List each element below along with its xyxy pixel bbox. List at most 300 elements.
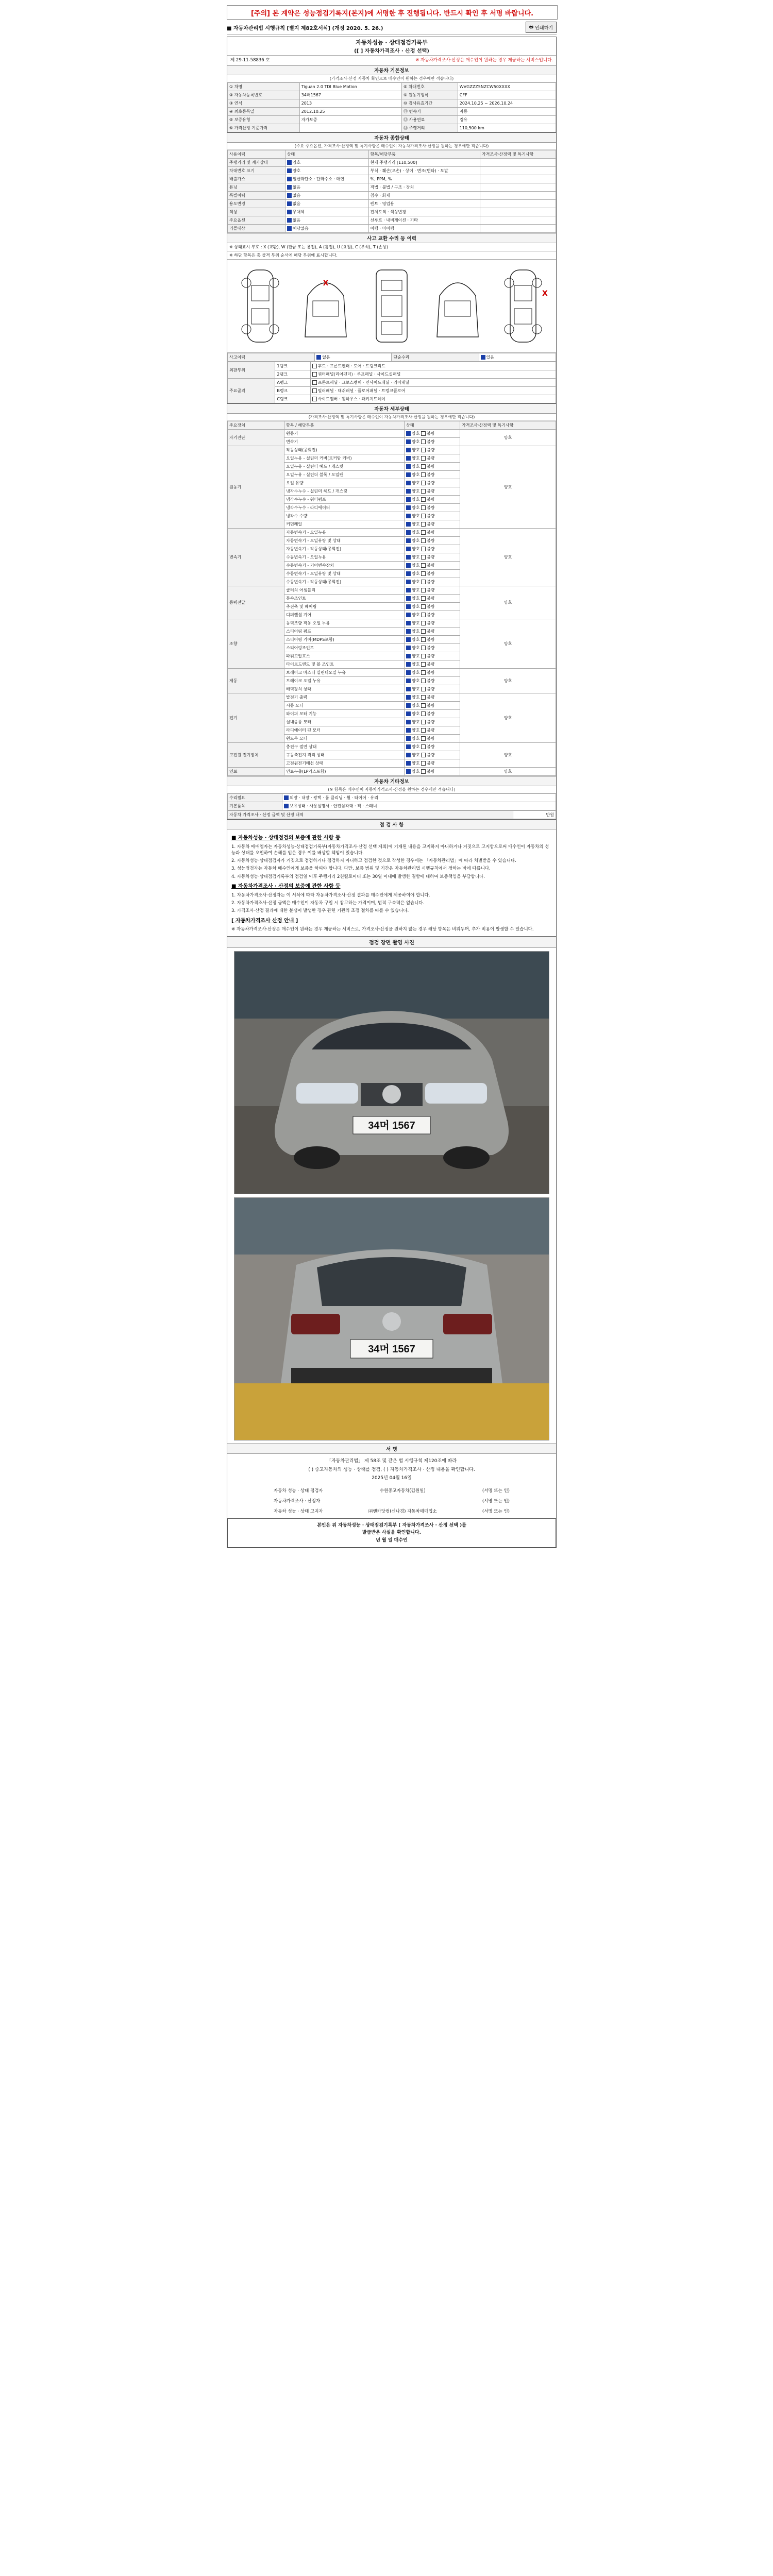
detail-state-cell xyxy=(404,446,460,454)
detail-bad: 불량 xyxy=(426,711,435,716)
status-detail: 적법 · 불법 / 구조 · 장치 xyxy=(368,183,480,192)
checkbox-icon xyxy=(421,769,426,774)
detail-bad: 불량 xyxy=(426,720,435,724)
checkbox-icon xyxy=(406,621,411,625)
basic-value xyxy=(299,124,401,132)
checkbox-icon xyxy=(421,670,426,675)
checkbox-icon xyxy=(406,439,411,444)
checkbox-icon xyxy=(421,439,426,444)
damage-mark-right: X xyxy=(542,290,548,298)
status-detail: 현재 주행거리 [110,500] xyxy=(368,159,480,167)
detail-state-cell xyxy=(404,578,460,586)
detail-item: 스티어링조인트 xyxy=(284,644,405,652)
detail-state-cell xyxy=(404,504,460,512)
detail-ok: 양호 xyxy=(411,547,420,551)
checkbox-icon xyxy=(421,621,426,625)
other-items: 외장 · 내장 · 광택 · 룸 클리닝 · 휠 · 타이어 · 유리 xyxy=(289,795,378,800)
detail-bad: 불량 xyxy=(426,629,435,634)
detail-ok: 양호 xyxy=(411,604,420,609)
status-state-cell xyxy=(285,183,368,192)
checkbox-icon xyxy=(421,687,426,691)
signature-title: 서 명 xyxy=(227,1444,556,1454)
detail-ok: 양호 xyxy=(411,448,420,452)
status-remark xyxy=(480,175,556,183)
rear-car-photo xyxy=(234,1198,549,1440)
other-sub: (※ 항목은 매수인이 자동차가격조사·산정을 원하는 경우에만 적습니다) xyxy=(227,786,556,793)
checkbox-icon xyxy=(421,563,426,568)
car-rear-diagram xyxy=(429,265,486,347)
rank-parts-cell xyxy=(310,387,556,395)
detail-ok: 양호 xyxy=(411,456,420,461)
detail-bad: 불량 xyxy=(426,728,435,733)
rank-parts: 사이드멤버 · 휠하우스 · 패키지트레이 xyxy=(317,397,385,401)
price-value: 만원 xyxy=(513,811,556,819)
basic-key: ⑧ 차대번호 xyxy=(402,83,458,91)
detail-ok: 양호 xyxy=(411,497,420,502)
detail-bad: 불량 xyxy=(426,456,435,461)
checkbox-icon xyxy=(406,547,411,551)
detail-state-cell xyxy=(404,636,460,644)
detail-state-cell xyxy=(404,463,460,471)
status-state-cell xyxy=(285,225,368,233)
checkbox-icon xyxy=(287,193,292,198)
outer-panel-label: 외판부위 xyxy=(228,362,275,379)
signature-row xyxy=(227,1506,556,1516)
basic-key: ⑪ 변속기 xyxy=(402,108,458,116)
detail-state-cell xyxy=(404,438,460,446)
detail-ok: 양호 xyxy=(411,646,420,650)
print-button[interactable] xyxy=(526,22,557,33)
status-state-cell xyxy=(285,159,368,167)
basic-value: 34머1567 xyxy=(299,91,401,99)
checkbox-icon xyxy=(312,380,317,385)
status-remark xyxy=(480,159,556,167)
accident-history-label: 사고이력 xyxy=(228,353,315,362)
status-header: 사용이력 xyxy=(228,150,285,159)
status-title: 자동차 종합상태 xyxy=(227,133,556,143)
status-header: 항목/해당부품 xyxy=(368,150,480,159)
checkbox-icon xyxy=(421,497,426,502)
checkbox-icon xyxy=(421,464,426,469)
detail-state-cell xyxy=(404,586,460,595)
rank-name: 1랭크 xyxy=(275,362,310,370)
status-item: 차대번호 표기 xyxy=(228,167,285,175)
detail-bad: 불량 xyxy=(426,588,435,592)
checkbox-icon xyxy=(406,629,411,634)
detail-header: 항목 / 해당부품 xyxy=(284,421,405,430)
status-remark xyxy=(480,208,556,216)
checkbox-icon xyxy=(287,226,292,231)
status-state: 없음 xyxy=(292,218,301,223)
detail-item: 디퍼렌셜 기어 xyxy=(284,611,405,619)
detail-state-cell xyxy=(404,718,460,726)
detail-item: 냉각수누수 - 라디에이터 xyxy=(284,504,405,512)
basic-value: 2024.10.25 ~ 2026.10.24 xyxy=(458,99,556,108)
document-header xyxy=(227,37,557,65)
detail-bad: 불량 xyxy=(426,744,435,749)
detail-item: 실내송풍 모터 xyxy=(284,718,405,726)
detail-item: 오일누유 - 실린더 헤드 / 개스킷 xyxy=(284,463,405,471)
detail-item: 원동기 xyxy=(284,430,405,438)
status-detail: 부식 · 훼손(오손) · 상이 · 변조(변타) · 도말 xyxy=(368,167,480,175)
status-state-cell xyxy=(285,167,368,175)
checkbox-icon xyxy=(421,472,426,477)
detail-ok: 양호 xyxy=(411,472,420,477)
checkbox-icon xyxy=(312,372,317,377)
status-remark xyxy=(480,200,556,208)
status-state-cell xyxy=(285,175,368,183)
document-title: 자동차성능 · 상태점검기록부 xyxy=(356,39,428,46)
checkbox-icon xyxy=(406,497,411,502)
notes-section xyxy=(227,820,557,937)
detail-ok: 양호 xyxy=(411,522,420,527)
checkbox-icon xyxy=(284,795,289,800)
detail-bad: 불량 xyxy=(426,769,435,774)
rank-name: B랭크 xyxy=(275,387,310,395)
status-remark xyxy=(480,225,556,233)
accident-summary-table xyxy=(227,353,556,362)
checkbox-icon xyxy=(421,728,426,733)
checkbox-icon xyxy=(312,364,317,368)
detail-item: 오일 유량 xyxy=(284,479,405,487)
check-icon xyxy=(481,355,485,360)
basic-value: 2013 xyxy=(299,99,401,108)
signature-statement-1: 「자동차관리법」 제 58조 및 같은 법 시행규칙 제120조에 따라 xyxy=(326,1459,457,1464)
detail-item: 동력조향 작동 오일 누유 xyxy=(284,619,405,628)
detail-state-cell xyxy=(404,562,460,570)
detail-bad: 불량 xyxy=(426,580,435,584)
notes-paragraph: 3. 성능점검자는 자동차 매수인에게 보증을 하여야 합니다. 다만, 보증 범위 및 기간은 자동차관리법 시행규칙에서 정하는 바에 따릅니다. xyxy=(231,866,491,872)
checkbox-icon xyxy=(421,514,426,518)
checkbox-icon xyxy=(406,646,411,650)
detail-bad: 불량 xyxy=(426,613,435,617)
detail-bad: 불량 xyxy=(426,687,435,691)
checkbox-icon xyxy=(421,654,426,658)
checkbox-icon xyxy=(406,514,411,518)
checkbox-icon xyxy=(406,744,411,749)
detail-item: 구동축전지 격리 상태 xyxy=(284,751,405,759)
status-state-cell xyxy=(285,208,368,216)
detail-bad: 불량 xyxy=(426,736,435,741)
basic-info-row xyxy=(228,91,556,99)
rear-photo xyxy=(234,1197,549,1440)
checkbox-icon xyxy=(406,588,411,592)
rank-name: A랭크 xyxy=(275,379,310,387)
detail-ok: 양호 xyxy=(411,654,420,658)
checkbox-icon xyxy=(421,555,426,560)
rank-parts: 필러패널 · 대쉬패널 · 플로어패널 · 트렁크플로어 xyxy=(317,388,406,393)
checkbox-icon xyxy=(406,670,411,675)
detail-item: 수동변속기 - 오일유량 및 상태 xyxy=(284,570,405,578)
checkbox-icon xyxy=(421,711,426,716)
detail-ok: 양호 xyxy=(411,637,420,642)
detail-state-cell xyxy=(404,726,460,735)
checkbox-icon xyxy=(406,687,411,691)
checkbox-icon xyxy=(406,613,411,617)
detail-state-cell xyxy=(404,471,460,479)
checkbox-icon xyxy=(421,679,426,683)
detail-item: 발전기 출력 xyxy=(284,693,405,702)
detail-ok: 양호 xyxy=(411,505,420,510)
checkbox-icon xyxy=(406,580,411,584)
status-state: 양호 xyxy=(292,160,301,165)
front-photo xyxy=(234,951,549,1194)
status-detail: %, PPM, % xyxy=(368,175,480,183)
detail-state-cell xyxy=(404,669,460,677)
notes-heading-a: ■ 자동차성능 · 상태점검의 보증에 관한 사항 등 xyxy=(231,835,341,841)
detail-ok: 양호 xyxy=(411,711,420,716)
detail-section xyxy=(227,404,557,776)
accident-note-1: ※ 상태표시 부호 : X (교환), W (판금 또는 용접), A (흠집), U (요철), C (부식), T (손상) xyxy=(227,243,556,251)
checkbox-icon xyxy=(406,571,411,576)
detail-ok: 양호 xyxy=(411,736,420,741)
detail-group: 변속기 xyxy=(228,529,284,586)
detail-remark: 양호 xyxy=(460,430,556,446)
detail-state-cell xyxy=(404,454,460,463)
price-table xyxy=(227,810,556,819)
checkbox-icon xyxy=(406,637,411,642)
basic-key: ⑨ 원동기형식 xyxy=(402,91,458,99)
detail-bad: 불량 xyxy=(426,621,435,625)
basic-value: CFF xyxy=(458,91,556,99)
signer-sign[interactable]: (서명 또는 인) xyxy=(482,1509,510,1514)
checkbox-icon xyxy=(421,588,426,592)
document-subtitle: ([ ] 자동차가격조사 · 산정 선택) xyxy=(354,48,429,54)
rank-row xyxy=(228,370,556,379)
checkbox-icon xyxy=(406,456,411,461)
signature-date: 2025년 04월 16일 xyxy=(372,1475,412,1481)
basic-key: ⑩ 검사유효기간 xyxy=(402,99,458,108)
car-front-diagram xyxy=(297,265,354,347)
status-row xyxy=(228,200,556,208)
detail-ok: 양호 xyxy=(411,629,420,634)
detail-title: 자동차 세부상태 xyxy=(227,404,556,414)
basic-info-row xyxy=(228,124,556,132)
checkbox-icon xyxy=(421,753,426,757)
document-red-notice: ※ 자동차가격조사·산정은 매수인이 원하는 경우 제공하는 서비스입니다. xyxy=(415,58,553,63)
detail-ok: 양호 xyxy=(411,670,420,675)
basic-key: ⑥ 가격산정 기준가격 xyxy=(228,124,300,132)
detail-row xyxy=(228,768,556,776)
detail-ok: 양호 xyxy=(411,431,420,436)
detail-ok: 양호 xyxy=(411,662,420,667)
rank-name: C랭크 xyxy=(275,395,310,403)
basic-key: ④ 최초등록일 xyxy=(228,108,300,116)
detail-state-cell xyxy=(404,496,460,504)
notes-heading-b: ■ 자동차가격조사 · 산정의 보증에 관한 사항 등 xyxy=(231,884,341,890)
detail-remark: 양호 xyxy=(460,669,556,693)
other-items-cell xyxy=(282,794,556,802)
signer-role: 자동차가격조사 · 산정자 xyxy=(274,1498,321,1504)
detail-ok: 양호 xyxy=(411,728,420,733)
car-interior-diagram xyxy=(363,265,420,347)
plate-rear: 34머 1567 xyxy=(368,1344,415,1355)
status-item: 색상 xyxy=(228,208,285,216)
signature-row xyxy=(227,1496,556,1506)
detail-bad: 불량 xyxy=(426,472,435,477)
checkbox-icon xyxy=(406,555,411,560)
detail-row xyxy=(228,586,556,595)
checkbox-icon xyxy=(406,662,411,667)
detail-bad: 불량 xyxy=(426,596,435,601)
notes-para-c: ※ 자동차가격조사·산정은 매수인이 원하는 경우 제공하는 서비스로, 가격조사·산정을 원하지 않는 경우 해당 항목은 비워두며, 추가 비용이 발생할 수 있습니다. xyxy=(231,927,534,932)
status-row xyxy=(228,167,556,175)
rank-name: 2랭크 xyxy=(275,370,310,379)
checkbox-icon xyxy=(406,711,411,716)
checkbox-icon xyxy=(406,604,411,609)
status-remark xyxy=(480,167,556,175)
detail-bad: 불량 xyxy=(426,547,435,551)
notes-paragraph: 1. 자동차가격조사·산정자는 이 서식에 따라 자동차가격조사·산정 결과를 매수인에게 제공하여야 합니다. xyxy=(231,892,430,898)
detail-ok: 양호 xyxy=(411,588,420,592)
status-row xyxy=(228,216,556,225)
other-items: 보유상태 · 사용설명서 · 안전삼각대 · 잭 · 스패너 xyxy=(289,804,377,808)
detail-ok: 양호 xyxy=(411,439,420,444)
detail-item: 타이로드엔드 및 볼 조인트 xyxy=(284,660,405,669)
other-key: 기본품목 xyxy=(228,802,282,810)
basic-key: ⑬ 주행거리 xyxy=(402,124,458,132)
detail-state-cell xyxy=(404,644,460,652)
detail-group: 고전원 전기장치 xyxy=(228,743,284,768)
notes-paragraph: 4. 자동차성능·상태점검기록부의 점검일 이후 주행거리 2천킬로미터 또는 30일 이내에 발생한 결함에 대하여 보증책임을 부담합니다. xyxy=(231,874,485,879)
basic-key: ③ 연식 xyxy=(228,99,300,108)
other-key: 수리필요 xyxy=(228,794,282,802)
detail-ok: 양호 xyxy=(411,679,420,683)
form-legal-label: ■ 자동차관리법 시행규칙 [별지 제82호서식] (개정 2020. 5. 26.) xyxy=(227,25,383,31)
status-detail: 선루프 · 내비게이션 · 기타 xyxy=(368,216,480,225)
detail-ok: 양호 xyxy=(411,753,420,757)
detail-state-cell xyxy=(404,595,460,603)
status-sub: (주요 주요옵션, 가격조사·산정액 및 특기사항은 매수인이 자동차가격조사·산정을 원하는 경우에만 적습니다) xyxy=(227,143,556,150)
status-table xyxy=(227,150,556,233)
detail-state-cell xyxy=(404,611,460,619)
detail-state-cell xyxy=(404,652,460,660)
detail-bad: 불량 xyxy=(426,604,435,609)
rank-row xyxy=(228,387,556,395)
basic-info-row xyxy=(228,99,556,108)
detail-item: 냉각수 수량 xyxy=(284,512,405,520)
detail-state-cell xyxy=(404,693,460,702)
detail-item: 와이퍼 모터 기능 xyxy=(284,710,405,718)
car-right-side-diagram xyxy=(495,265,551,347)
signer-name: 수원중고자동차(김원일) xyxy=(379,1488,426,1494)
checkbox-icon xyxy=(312,397,317,401)
warning-banner xyxy=(227,5,558,20)
detail-state-cell xyxy=(404,430,460,438)
basic-info-section xyxy=(227,65,557,133)
basic-info-row xyxy=(228,83,556,91)
checkbox-icon xyxy=(287,177,292,181)
rank-parts: 프론트패널 · 크로스멤버 · 인사이드패널 · 리어패널 xyxy=(317,380,410,385)
status-state: 양호 xyxy=(292,168,301,173)
detail-item: 추진축 및 베어링 xyxy=(284,603,405,611)
checkbox-icon xyxy=(421,629,426,634)
detail-group: 연료 xyxy=(228,768,284,776)
photos-title: 점검 장면 촬영 사진 xyxy=(227,937,556,948)
status-item: 주행거리 및 계기상태 xyxy=(228,159,285,167)
checkbox-icon xyxy=(406,753,411,757)
detail-item: 자동변속기 - 오일유량 및 상태 xyxy=(284,537,405,545)
buyer-confirmation-1: 본인은 위 자동차성능 · 상태점검기록부 ( 자동차가격조사 · 산정 선택 )를 xyxy=(317,1522,466,1528)
other-table xyxy=(227,793,556,810)
checkbox-icon xyxy=(406,481,411,485)
detail-bad: 불량 xyxy=(426,489,435,494)
basic-value: 경유 xyxy=(458,116,556,124)
checkbox-icon xyxy=(421,547,426,551)
checkbox-icon xyxy=(421,720,426,724)
main-frame-label: 주요골격 xyxy=(228,379,275,403)
signer-sign[interactable]: (서명 또는 인) xyxy=(482,1498,510,1504)
detail-ok: 양호 xyxy=(411,489,420,494)
signer-sign[interactable]: (서명 또는 인) xyxy=(482,1488,510,1494)
checkbox-icon xyxy=(421,637,426,642)
detail-table xyxy=(227,421,556,776)
checkbox-icon xyxy=(421,431,426,436)
detail-ok: 양호 xyxy=(411,769,420,774)
detail-item: 고전원전기배선 상태 xyxy=(284,759,405,768)
rank-parts-cell xyxy=(310,379,556,387)
detail-item: 윈도우 모터 xyxy=(284,735,405,743)
car-diagram xyxy=(227,260,556,353)
checkbox-icon xyxy=(287,201,292,206)
checkbox-icon xyxy=(406,538,411,543)
detail-bad: 불량 xyxy=(426,538,435,543)
checkbox-icon xyxy=(287,210,292,214)
printer-icon: 🖶 xyxy=(529,25,534,30)
detail-item: 오일누유 - 실린더 커버(로커암 커버) xyxy=(284,454,405,463)
detail-state-cell xyxy=(404,545,460,553)
checkbox-icon xyxy=(406,720,411,724)
status-remark xyxy=(480,216,556,225)
buyer-confirmation xyxy=(227,1518,556,1548)
detail-item: 자동변속기 - 작동상태(공회전) xyxy=(284,545,405,553)
check-icon xyxy=(316,355,321,360)
checkbox-icon xyxy=(421,571,426,576)
detail-bad: 불량 xyxy=(426,761,435,766)
detail-item: 냉각수누수 - 실린더 헤드 / 개스킷 xyxy=(284,487,405,496)
checkbox-icon xyxy=(406,596,411,601)
simple-repair-label: 단순수리 xyxy=(392,353,479,362)
warning-text: [주의] 본 계약은 성능점검기록지(본지)에 서명한 후 진행됩니다. 반드시 확인 후 서명 바랍니다. xyxy=(250,9,534,18)
detail-item: 작동상태(공회전) xyxy=(284,446,405,454)
other-row xyxy=(228,802,556,810)
detail-bad: 불량 xyxy=(426,670,435,675)
detail-item: 수동변속기 - 기어변속장치 xyxy=(284,562,405,570)
detail-ok: 양호 xyxy=(411,596,420,601)
detail-ok: 양호 xyxy=(411,563,420,568)
other-title: 자동차 기타정보 xyxy=(227,776,556,786)
detail-group: 동력전달 xyxy=(228,586,284,619)
detail-state-cell xyxy=(404,537,460,545)
signature-statement-2: ( ) 중고자동차의 성능 · 상태를 점검, ( ) 자동차가격조사 · 산정 내용을 확인합니다. xyxy=(308,1467,475,1472)
checkbox-icon xyxy=(406,654,411,658)
detail-state-cell xyxy=(404,487,460,496)
detail-ok: 양호 xyxy=(411,687,420,691)
basic-info-table xyxy=(227,82,556,132)
detail-bad: 불량 xyxy=(426,505,435,510)
detail-item: 파워고압호스 xyxy=(284,652,405,660)
checkbox-icon xyxy=(421,613,426,617)
status-state-cell xyxy=(285,216,368,225)
checkbox-icon xyxy=(406,695,411,700)
status-row xyxy=(228,159,556,167)
detail-row xyxy=(228,669,556,677)
detail-header: 상태 xyxy=(404,421,460,430)
detail-group: 자기진단 xyxy=(228,430,284,446)
checkbox-icon xyxy=(312,388,317,393)
detail-ok: 양호 xyxy=(411,481,420,485)
checkbox-icon xyxy=(421,448,426,452)
